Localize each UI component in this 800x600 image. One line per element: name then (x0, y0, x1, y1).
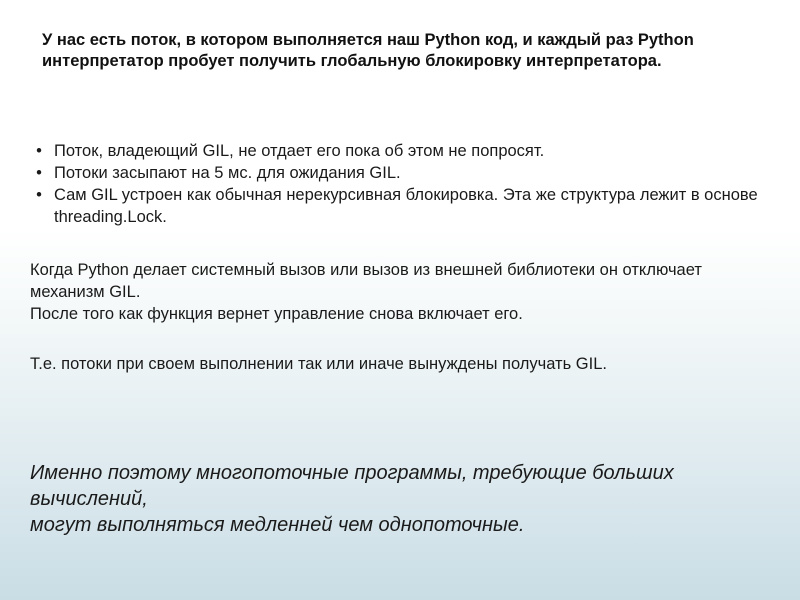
syscall-paragraph-line: Когда Python делает системный вызов или вызов из внешней библиотеки он отключает механизм GIL. (30, 261, 702, 301)
summary-paragraph: Т.е. потоки при своем выполнении так или иначе вынуждены получать GIL. (30, 355, 607, 373)
bullet-dot-icon: • (36, 142, 42, 160)
slide-title: У нас есть поток, в котором выполняется наш Python код, и каждый раз Python интерпретатор пробует получить глобальную блокировку интерпретатора. (42, 31, 694, 70)
bullet-dot-icon: • (36, 164, 42, 182)
bullet-text: Поток, владеющий GIL, не отдает его пока об этом не попросят. (54, 142, 545, 160)
conclusion-text (30, 460, 770, 538)
conclusion-line: Именно поэтому многопоточные программы, требующие больших вычислений, (30, 462, 674, 510)
bullet-list (30, 140, 770, 228)
bullet-dot-icon: • (36, 186, 42, 204)
bullet-text: Потоки засыпают на 5 мс. для ожидания GIL. (54, 164, 401, 182)
conclusion-line: могут выполняться медленней чем однопоточные. (30, 514, 525, 536)
bullet-text: Сам GIL устроен как обычная нерекурсивная блокировка. Эта же структура лежит в основе threading.Lock. (54, 186, 758, 226)
syscall-paragraph-line: После того как функция вернет управление снова включает его. (30, 305, 523, 323)
bullet-item (30, 184, 770, 228)
bullet-item (30, 140, 770, 162)
bullet-item (30, 162, 770, 184)
syscall-paragraph (30, 259, 770, 325)
